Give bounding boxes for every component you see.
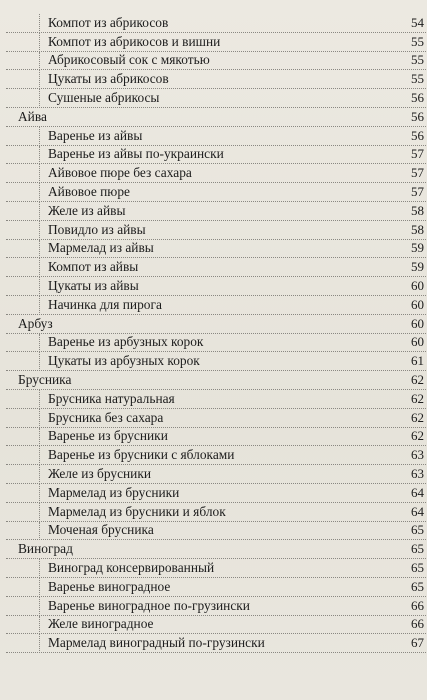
toc-item-row	[6, 390, 426, 409]
toc-page-number: 64	[411, 503, 424, 519]
toc-page-number: 66	[411, 616, 424, 632]
toc-item-title: Айвовое пюре	[48, 184, 130, 200]
toc-page-number: 58	[411, 221, 424, 237]
toc-item-title: Варенье из айвы	[48, 127, 143, 143]
toc-page-number: 55	[411, 52, 424, 68]
toc-page-number: 58	[411, 202, 424, 218]
toc-item-title: Варенье виноградное по-грузински	[48, 597, 250, 613]
toc-page-number: 57	[411, 184, 424, 200]
toc-page-number: 62	[411, 390, 424, 406]
toc-page-number: 66	[411, 597, 424, 613]
toc-page-number: 55	[411, 71, 424, 87]
toc-item-title: Желе из брусники	[48, 466, 152, 482]
toc-item-row	[6, 70, 426, 89]
toc-item-row	[6, 522, 426, 541]
toc-item-row	[6, 597, 426, 616]
toc-page-number: 62	[411, 409, 424, 425]
toc-item-title: Варенье из брусники	[48, 428, 168, 444]
toc-item-title: Цукаты из арбузных корок	[48, 353, 200, 369]
toc-page-number: 55	[411, 33, 424, 49]
toc-page-number: 60	[411, 334, 424, 350]
toc-page-number: 59	[411, 259, 424, 275]
toc-item-row	[6, 258, 426, 277]
toc-page-number: 65	[411, 578, 424, 594]
toc-item-title: Компот из айвы	[48, 259, 139, 275]
toc-page-number: 56	[411, 108, 424, 124]
toc-page-number: 57	[411, 165, 424, 181]
toc-item-title: Брусника натуральная	[48, 390, 175, 406]
toc-item-row	[6, 183, 426, 202]
toc-item-title: Мармелад из айвы	[48, 240, 154, 256]
toc-item-title: Желе из айвы	[48, 202, 126, 218]
toc-item-row	[6, 334, 426, 353]
toc-item-row	[6, 352, 426, 371]
toc-section-row	[6, 540, 426, 559]
toc-section-title: Айва	[18, 108, 47, 124]
toc-item-title: Виноград консервированный	[48, 560, 215, 575]
toc-item-row	[6, 634, 426, 653]
toc-item-title: Варенье из айвы по-украински	[48, 146, 224, 162]
toc-item-row	[6, 559, 426, 578]
toc-section-title: Виноград	[18, 541, 73, 557]
toc-item-title: Брусника без сахара	[48, 409, 164, 425]
toc-item-title: Компот из абрикосов и вишни	[48, 33, 221, 49]
toc-page-number: 64	[411, 484, 424, 500]
toc-page-number: 57	[411, 146, 424, 162]
toc-item-row	[6, 616, 426, 635]
toc-item-title: Мармелад из брусники	[48, 484, 180, 500]
toc-item-title: Мармелад из брусники и яблок	[48, 503, 226, 519]
toc-item-row	[6, 164, 426, 183]
toc-item-title: Варенье виноградное	[48, 578, 171, 594]
toc-item-title: Варенье из арбузных корок	[48, 334, 204, 350]
toc-section-row	[6, 371, 426, 390]
toc-item-row	[6, 277, 426, 296]
table-of-contents	[6, 14, 426, 653]
toc-page-number: 65	[411, 522, 424, 538]
toc-page-number: 65	[411, 541, 424, 557]
toc-item-row	[6, 52, 426, 71]
toc-item-title: Айвовое пюре без сахара	[48, 165, 192, 181]
toc-item-title: Мармелад виноградный по-грузински	[48, 635, 265, 651]
toc-page-number: 56	[411, 90, 424, 106]
toc-item-row	[6, 428, 426, 447]
toc-page-number: 59	[411, 240, 424, 256]
toc-item-row	[6, 503, 426, 522]
toc-item-title: Сушеные абрикосы	[48, 90, 160, 106]
toc-section-title: Арбуз	[18, 315, 53, 331]
toc-page-number: 65	[411, 560, 424, 575]
toc-section-title: Брусника	[18, 372, 72, 388]
toc-item-row	[6, 446, 426, 465]
toc-item-row	[6, 484, 426, 503]
toc-item-row	[6, 33, 426, 52]
toc-item-row	[6, 578, 426, 597]
toc-page-number: 60	[411, 278, 424, 294]
toc-item-title: Повидло из айвы	[48, 221, 146, 237]
toc-item-title: Абрикосовый сок с мякотью	[48, 52, 210, 68]
toc-page-number: 67	[411, 635, 424, 651]
toc-item-row	[6, 240, 426, 259]
toc-page-number: 62	[411, 372, 424, 388]
toc-item-title: Начинка для пирога	[48, 296, 162, 312]
toc-section-row	[6, 108, 426, 127]
toc-item-row	[6, 409, 426, 428]
toc-item-row	[6, 127, 426, 146]
toc-item-row	[6, 14, 426, 33]
toc-page-number: 61	[411, 353, 424, 369]
toc-item-row	[6, 89, 426, 108]
toc-item-row	[6, 202, 426, 221]
toc-item-row	[6, 296, 426, 315]
toc-page-number: 54	[411, 14, 424, 30]
toc-item-title: Желе виноградное	[48, 616, 154, 632]
toc-section-row	[6, 315, 426, 334]
toc-item-title: Компот из абрикосов	[48, 14, 169, 30]
toc-item-row	[6, 221, 426, 240]
toc-item-title: Варенье из брусники с яблоками	[48, 447, 235, 463]
toc-page-number: 63	[411, 466, 424, 482]
toc-page-number: 60	[411, 315, 424, 331]
toc-item-row	[6, 146, 426, 165]
toc-page-number: 63	[411, 447, 424, 463]
toc-item-title: Моченая брусника	[48, 522, 154, 538]
toc-page-number: 60	[411, 296, 424, 312]
toc-item-title: Цукаты из айвы	[48, 278, 139, 294]
toc-page-number: 56	[411, 127, 424, 143]
toc-item-row	[6, 465, 426, 484]
toc-page-number: 62	[411, 428, 424, 444]
toc-item-title: Цукаты из абрикосов	[48, 71, 169, 87]
